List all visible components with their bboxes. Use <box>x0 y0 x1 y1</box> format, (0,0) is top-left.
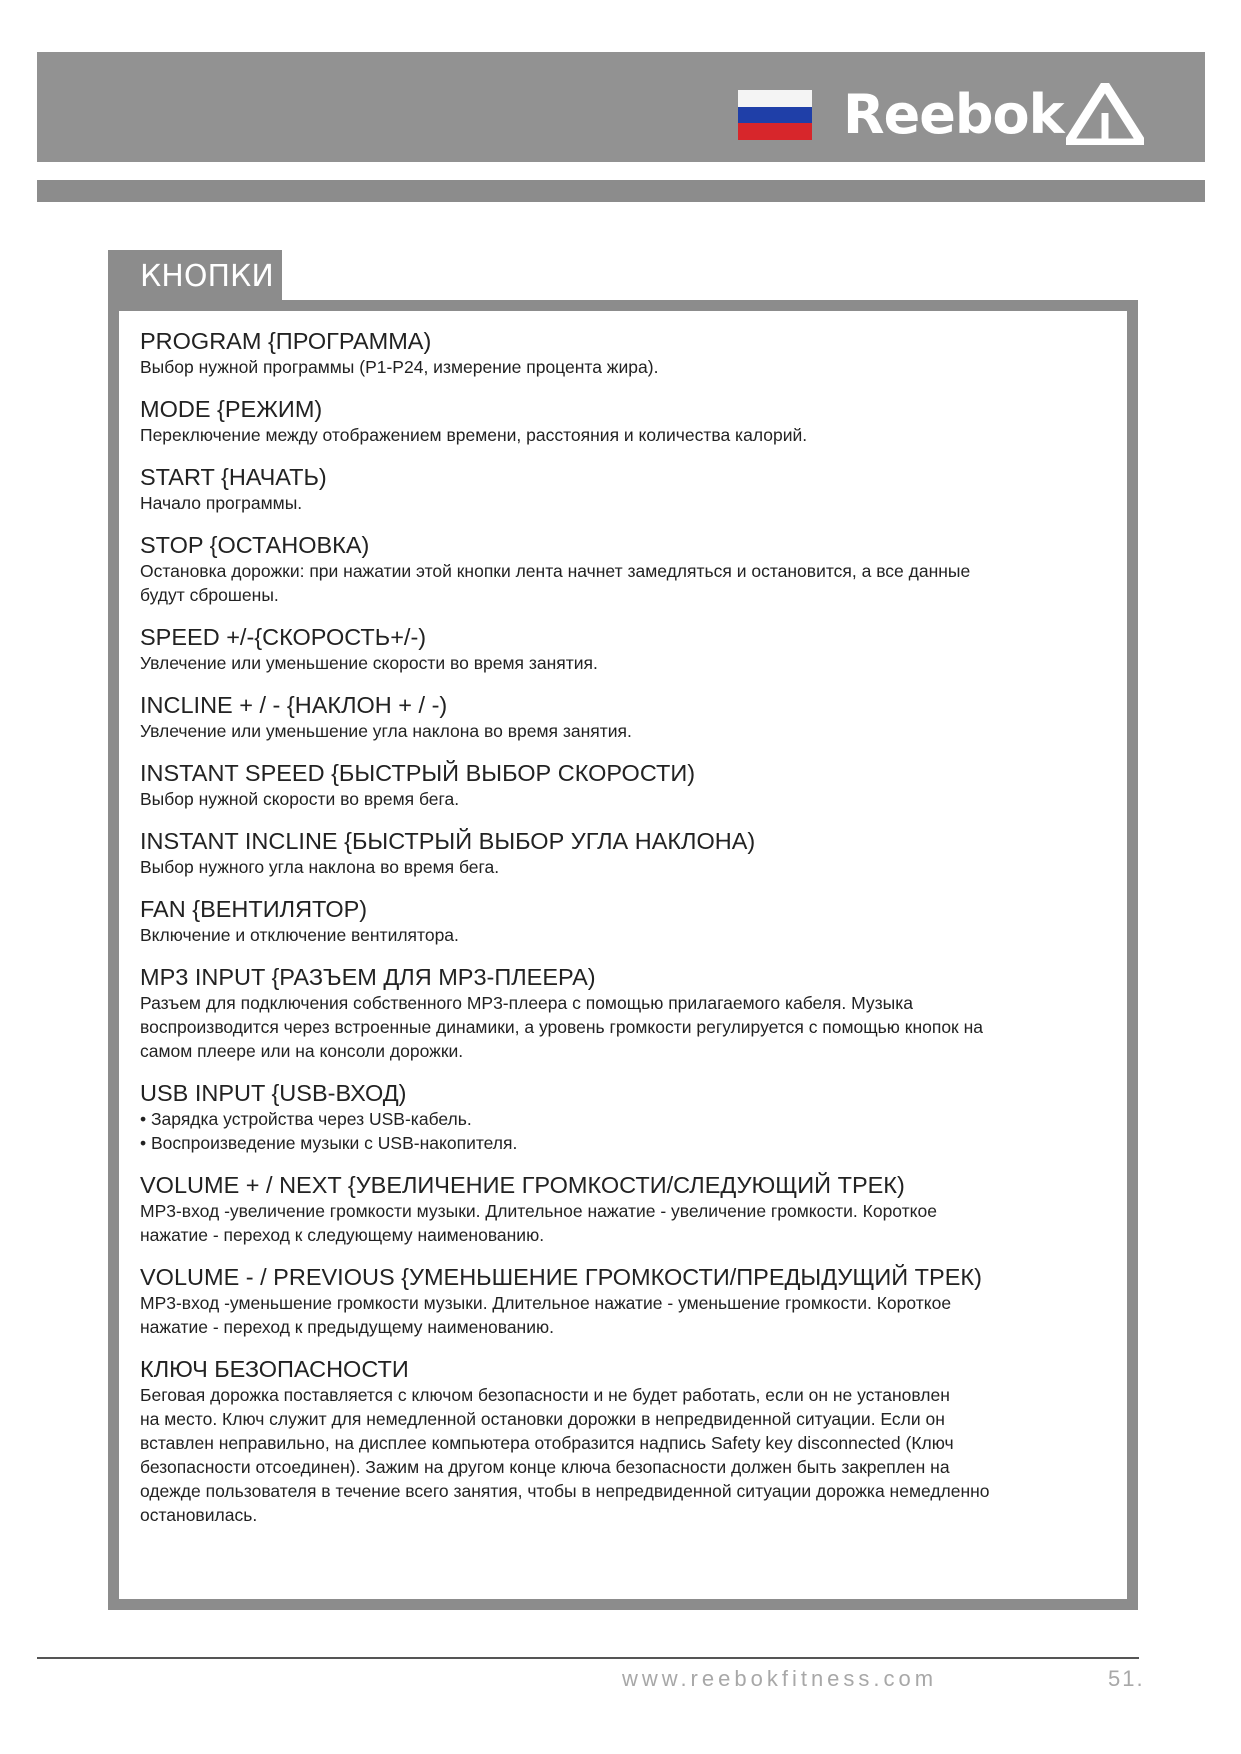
page-number: 51. <box>1108 1666 1145 1691</box>
button-item-description <box>140 491 1100 515</box>
button-item-description <box>140 1291 1100 1339</box>
description-line: Беговая дорожка поставляется с ключом безопасности и не будет работать, если он не установлен <box>140 1385 950 1405</box>
button-item-title: STOP {ОСТАНОВКА) <box>140 532 370 558</box>
button-item-title: INSTANT INCLINE {БЫСТРЫЙ ВЫБОР УГЛА НАКЛОНА) <box>140 828 756 854</box>
description-line: вставлен неправильно, на дисплее компьютера отобразится надпись Safety key disconnected (Ключ <box>140 1433 954 1453</box>
button-item-description <box>140 559 1100 607</box>
description-line: Выбор нужной программы (P1-P24, измерение процента жира). <box>140 357 659 377</box>
description-line: Выбор нужной скорости во время бега. <box>140 789 460 809</box>
button-item <box>140 1356 1100 1527</box>
description-line: Увлечение или уменьшение угла наклона во время занятия. <box>140 721 632 741</box>
button-item-title: MP3 INPUT {РАЗЪЕМ ДЛЯ MP3-ПЛЕЕРА) <box>140 964 596 990</box>
button-item <box>140 1264 1100 1339</box>
button-item <box>140 896 1100 947</box>
button-item-description <box>140 787 1100 811</box>
button-item-description <box>140 1383 1100 1527</box>
footer-url: www.reebokfitness.com <box>622 1666 938 1691</box>
button-item <box>140 692 1100 743</box>
button-item-title: MODE {РЕЖИМ) <box>140 396 323 422</box>
button-item-description <box>140 855 1100 879</box>
button-item <box>140 464 1100 515</box>
button-item <box>140 328 1100 379</box>
button-item-description <box>140 355 1100 379</box>
sub-bar <box>37 180 1205 202</box>
description-line: MP3-вход -уменьшение громкости музыки. Длительное нажатие - уменьшение громкости. Короткое <box>140 1293 952 1313</box>
description-line: нажатие - переход к предыдущему наименованию. <box>140 1317 554 1337</box>
description-line: безопасности отсоединен). Зажим на другом конце ключа безопасности должен быть закреплен на <box>140 1457 950 1477</box>
button-item-description <box>140 719 1100 743</box>
description-line: нажатие - переход к следующему наименованию. <box>140 1225 545 1245</box>
description-line: остановилась. <box>140 1505 258 1525</box>
button-item-title: PROGRAM {ПРОГРАММА) <box>140 328 432 354</box>
button-item <box>140 760 1100 811</box>
button-item <box>140 828 1100 879</box>
description-line: одежде пользователя в течение всего занятия, чтобы в непредвиденной ситуации дорожка немедленно <box>140 1481 990 1501</box>
description-line: Увлечение или уменьшение скорости во время занятия. <box>140 653 598 673</box>
button-item-description <box>140 651 1100 675</box>
button-item-title: VOLUME - / PREVIOUS {УМЕНЬШЕНИЕ ГРОМКОСТИ/ПРЕДЫДУЩИЙ ТРЕК) <box>140 1264 982 1290</box>
button-descriptions <box>140 328 1100 1544</box>
description-line: будут сброшены. <box>140 585 279 605</box>
button-item <box>140 1172 1100 1247</box>
button-item-title: INSTANT SPEED {БЫСТРЫЙ ВЫБОР СКОРОСТИ) <box>140 760 696 786</box>
button-item <box>140 396 1100 447</box>
description-line: самом плеере или на консоли дорожки. <box>140 1041 464 1061</box>
button-item <box>140 624 1100 675</box>
button-item <box>140 1080 1100 1155</box>
description-line: на место. Ключ служит для немедленной остановки дорожки в непредвиденной ситуации. Если он <box>140 1409 945 1429</box>
button-item <box>140 532 1100 607</box>
button-item-title: КЛЮЧ БЕЗОПАСНОСТИ <box>140 1356 409 1382</box>
description-line: Включение и отключение вентилятора. <box>140 925 459 945</box>
description-line: MP3-вход -увеличение громкости музыки. Длительное нажатие - увеличение громкости. Короткое <box>140 1201 937 1221</box>
description-line: Переключение между отображением времени, расстояния и количества калорий. <box>140 425 808 445</box>
section-title: КНОПКИ <box>140 258 274 294</box>
description-line: • Зарядка устройства через USB-кабель. <box>140 1109 472 1129</box>
button-item-title: USB INPUT {USB-ВХОД) <box>140 1080 407 1106</box>
description-line: Разъем для подключения собственного MP3-плеера с помощью прилагаемого кабеля. Музыка <box>140 993 914 1013</box>
button-item-description <box>140 923 1100 947</box>
russian-flag-icon <box>738 90 812 140</box>
description-line: • Воспроизведение музыки с USB-накопителя. <box>140 1133 518 1153</box>
reebok-logo <box>843 78 1144 150</box>
button-item-description <box>140 1107 1100 1155</box>
description-line: Начало программы. <box>140 493 303 513</box>
button-item-title: VOLUME + / NEXT {УВЕЛИЧЕНИЕ ГРОМКОСТИ/СЛЕДУЮЩИЙ ТРЕК) <box>140 1172 905 1198</box>
button-item-description <box>140 1199 1100 1247</box>
button-item-description <box>140 991 1100 1063</box>
button-item <box>140 964 1100 1063</box>
footer-divider <box>37 1657 1139 1659</box>
logo-text: Reebok <box>843 82 1064 146</box>
button-item-title: SPEED +/-{СКОРОСТЬ+/-) <box>140 624 427 650</box>
button-item-title: START {НАЧАТЬ) <box>140 464 327 490</box>
button-item-description <box>140 423 1100 447</box>
button-item-title: INCLINE + / - {НАКЛОН + / -) <box>140 692 448 718</box>
description-line: Остановка дорожки: при нажатии этой кнопки лента начнет замедляться и остановится, а все данные <box>140 561 971 581</box>
section-tab <box>108 250 282 302</box>
description-line: воспроизводится через встроенные динамики, а уровень громкости регулируется с помощью кнопок на <box>140 1017 983 1037</box>
description-line: Выбор нужного угла наклона во время бега. <box>140 857 500 877</box>
delta-icon <box>1066 83 1144 145</box>
button-item-title: FAN {ВЕНТИЛЯТОР) <box>140 896 368 922</box>
